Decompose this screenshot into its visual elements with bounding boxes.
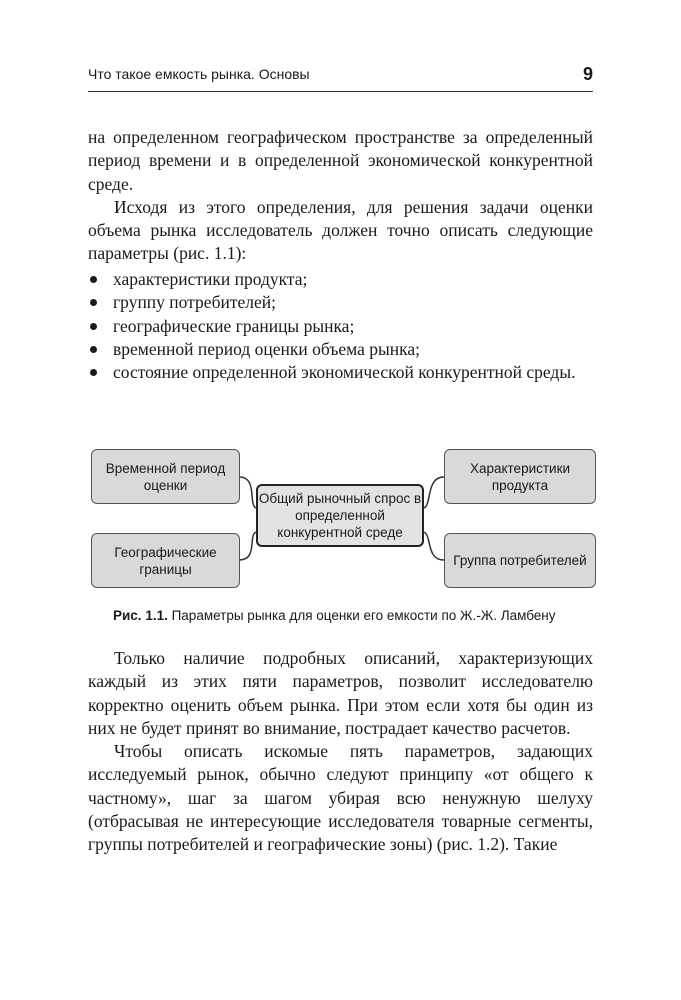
bullet-list <box>88 268 593 384</box>
node-consumer-group <box>444 533 596 588</box>
bullet-list-container <box>88 268 593 384</box>
list-item <box>88 291 593 314</box>
list-item-text: группу потребителей; <box>113 292 276 313</box>
figure-diagram <box>88 446 600 596</box>
bullet-icon <box>90 299 97 306</box>
list-item-text: временной период оценки объема рынка; <box>113 338 420 359</box>
connector-line <box>239 477 256 508</box>
paragraph: Чтобы описать искомые пять параметров, задающих исследуемый рынок, обычно следуют принципу «от общего к частному», шаг за шагом убирая всю ненужную шелуху (отбрасывая не интересующие исследователя товарные сегменты, группы потребителей и географические зоны) (рис. 1.2). Такие <box>88 741 593 855</box>
caption-text: Параметры рынка для оценки его емкости по Ж.-Ж. Ламбену <box>167 608 556 623</box>
node-label: Характеристики продукта <box>469 460 571 493</box>
paragraph: на определенном географическом пространстве за определенный период времени и в определенной экономической конкурентной среде. <box>88 127 593 194</box>
figure-caption <box>113 608 593 623</box>
header-divider <box>88 91 593 92</box>
body-text-top <box>88 126 593 266</box>
running-header <box>88 66 593 88</box>
paragraph: Только наличие подробных описаний, характеризующих каждый из этих пяти параметров, позволит исследователю корректно оценить объем рынка. При этом если хотя бы один из них не будет принят во внимание, пострадает качество расчетов. <box>88 648 593 738</box>
header-title: Что такое емкость рынка. Основы <box>88 66 310 82</box>
paragraph: Исходя из этого определения, для решения задачи оценки объема рынка исследователь должен точно описать следующие параметры (рис. 1.1): <box>88 196 593 264</box>
list-item-text: характеристики продукта; <box>113 269 308 289</box>
node-label: Группа потребителей <box>453 553 587 568</box>
bullet-icon <box>90 346 97 353</box>
list-item <box>88 268 593 291</box>
node-label: Временной период оценки <box>105 460 226 493</box>
list-item-text: состояние определенной экономической конкурентной среды. <box>113 362 576 383</box>
node-geographic-bounds <box>91 533 240 588</box>
list-item <box>88 315 593 338</box>
node-label: Географические границы <box>114 544 217 577</box>
caption-label: Рис. 1.1. <box>113 608 168 623</box>
bullet-icon <box>90 276 97 283</box>
node-time-period <box>91 449 240 504</box>
node-product-characteristics <box>444 449 596 504</box>
body-text-bottom <box>88 647 593 857</box>
connector-line <box>424 532 444 560</box>
page-number: 9 <box>582 64 593 84</box>
list-item <box>88 361 593 384</box>
bullet-icon <box>90 369 97 376</box>
connector-line <box>424 477 444 508</box>
bullet-icon <box>90 323 97 330</box>
node-label: Общий рыночный спрос в определенной конкурентной среде <box>258 491 422 540</box>
list-item-text: географические границы рынка; <box>113 315 355 336</box>
node-total-demand <box>256 484 424 547</box>
list-item <box>88 338 593 361</box>
connector-line <box>239 532 256 560</box>
